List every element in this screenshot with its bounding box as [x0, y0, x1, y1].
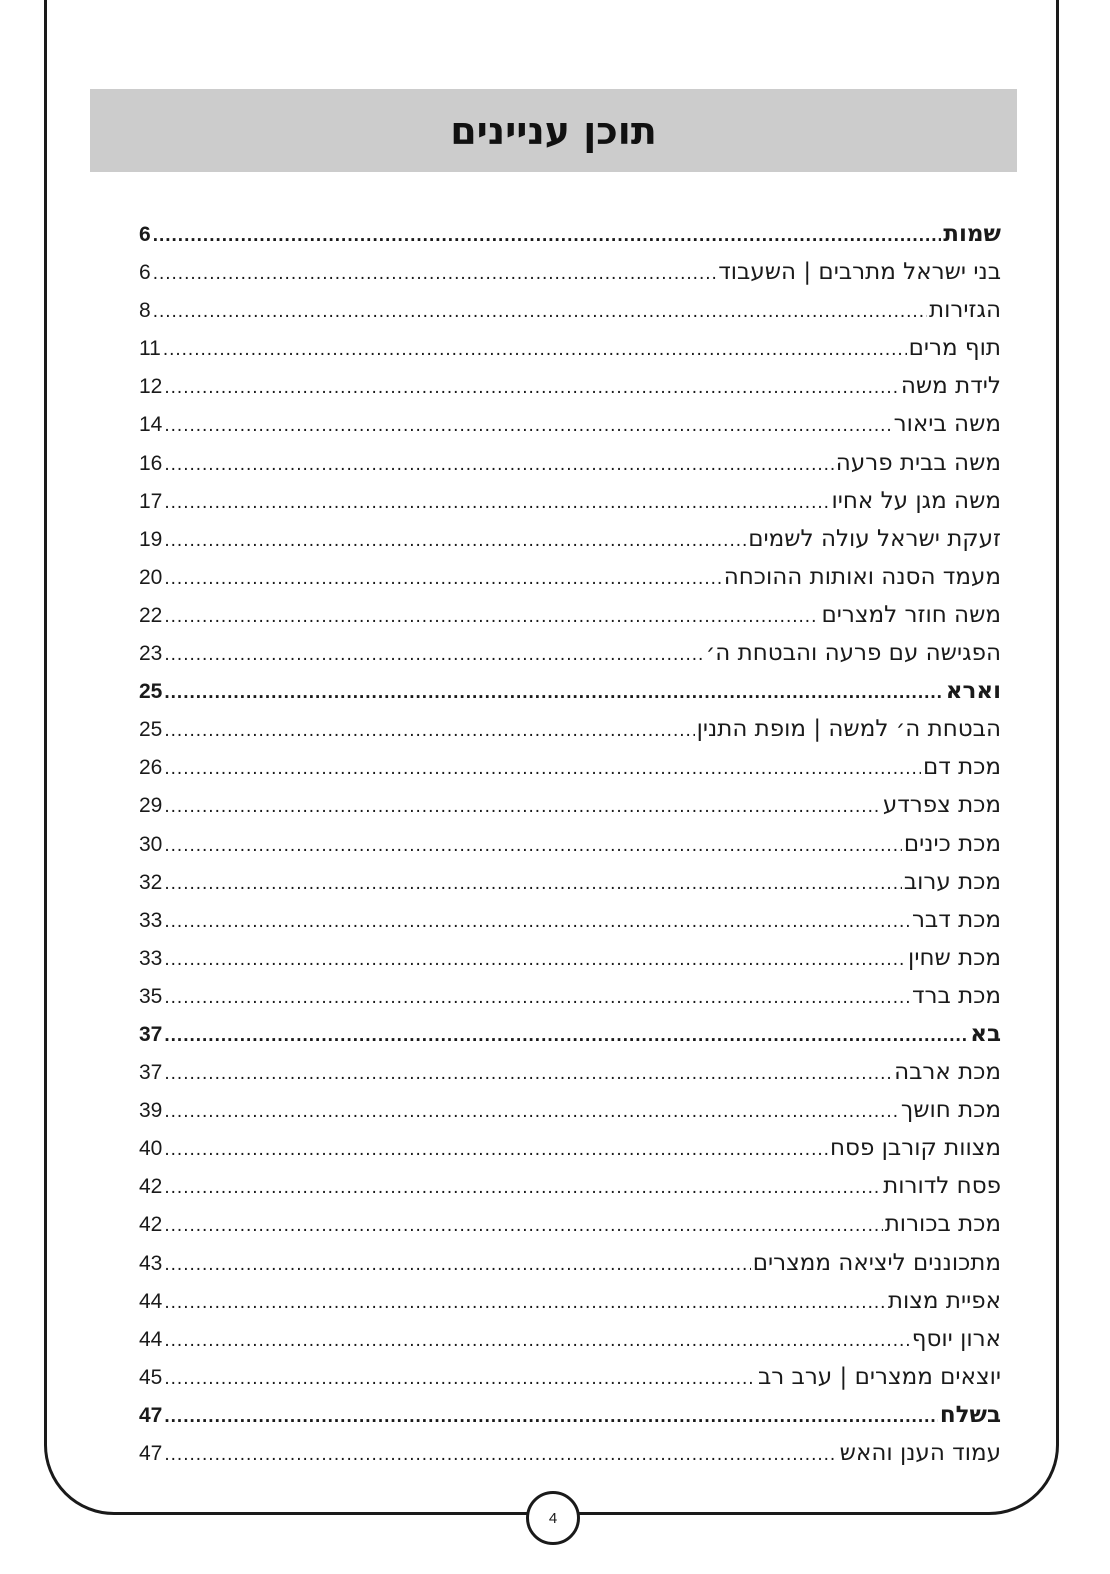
toc-dot-leader — [164, 1246, 750, 1284]
toc-page-number: 42 — [139, 1175, 163, 1199]
title-band — [90, 89, 1017, 172]
toc-entry[interactable] — [139, 367, 1001, 405]
toc-page-number: 22 — [139, 603, 163, 627]
toc-page-number: 47 — [139, 1442, 163, 1465]
toc-dot-leader — [164, 941, 906, 979]
toc-entry[interactable] — [139, 1358, 1001, 1396]
toc-entry[interactable] — [139, 1434, 1001, 1472]
toc-dot-leader — [164, 1017, 968, 1055]
toc-entry[interactable] — [139, 1091, 1001, 1129]
toc-entry-title: שמות — [943, 221, 1001, 247]
toc-entry-title: מתכוננים ליציאה ממצרים — [752, 1249, 1001, 1276]
toc-entry[interactable] — [139, 1205, 1001, 1243]
toc-entry[interactable] — [139, 939, 1001, 977]
toc-entry-title: בא — [970, 1020, 1001, 1047]
toc-page-number: 43 — [139, 1251, 163, 1275]
toc-dot-leader — [164, 1169, 881, 1207]
toc-entry[interactable] — [139, 520, 1001, 558]
toc-entry-title: פסח לדורות — [883, 1173, 1001, 1200]
toc-entry[interactable] — [139, 863, 1001, 901]
toc-dot-leader — [164, 484, 829, 522]
toc-dot-leader — [164, 903, 910, 941]
toc-page-number: 20 — [139, 565, 163, 589]
toc-entry-title: מכת דבר — [911, 906, 1001, 933]
toc-section-entry[interactable] — [139, 1015, 1001, 1053]
toc-dot-leader — [164, 1093, 898, 1131]
toc-page-number: 42 — [139, 1213, 163, 1237]
toc-dot-leader — [164, 1131, 828, 1169]
toc-entry-title: הפגישה עם פרעה והבטחת ה׳ — [705, 640, 1001, 667]
toc-page-number: 40 — [139, 1137, 163, 1161]
toc-dot-leader — [164, 1436, 837, 1474]
toc-page-number: 33 — [139, 908, 163, 932]
toc-page-number: 16 — [139, 451, 163, 475]
toc-page-number: 47 — [139, 1403, 163, 1427]
toc-entry-title: משה ביאור — [893, 411, 1001, 438]
toc-entry-title: הבטחת ה׳ למשה | מופת התנין — [696, 716, 1001, 743]
toc-entry[interactable] — [139, 482, 1001, 520]
toc-entry-title: מעמד הסנה ואותות ההוכחה — [723, 563, 1001, 590]
toc-entry-title: משה מגן על אחיו — [831, 487, 1001, 514]
toc-entry-title: לידת משה — [900, 373, 1001, 400]
toc-dot-leader — [164, 1360, 756, 1398]
toc-entry[interactable] — [139, 748, 1001, 786]
toc-entry[interactable] — [139, 253, 1001, 291]
toc-entry[interactable] — [139, 710, 1001, 748]
toc-page-number: 37 — [139, 1022, 163, 1046]
toc-entry-title: הגזירות — [929, 297, 1001, 324]
toc-entry-title: מכת דם — [922, 754, 1001, 781]
page-title: תוכן עניינים — [450, 108, 657, 153]
toc-entry[interactable] — [139, 596, 1001, 634]
toc-entry-title: מכת שחין — [908, 944, 1001, 971]
toc-page-number: 33 — [139, 946, 163, 970]
toc-entry[interactable] — [139, 1282, 1001, 1320]
toc-dot-leader — [164, 522, 746, 560]
toc-entry[interactable] — [139, 444, 1001, 482]
toc-page-number: 32 — [139, 870, 163, 894]
toc-section-entry[interactable] — [139, 672, 1001, 710]
toc-page-number: 26 — [139, 756, 163, 780]
toc-page-number: 8 — [139, 299, 151, 323]
toc-entry-title: זעקת ישראל עולה לשמים — [748, 525, 1001, 552]
toc-page-number: 6 — [139, 223, 151, 246]
toc-dot-leader — [164, 1055, 892, 1093]
toc-entry-title: מכת בכורות — [884, 1211, 1001, 1238]
toc-entry-title: אפיית מצות — [887, 1287, 1001, 1314]
toc-entry[interactable] — [139, 1244, 1001, 1282]
toc-dot-leader — [164, 560, 721, 598]
toc-entry-title: מכת צפרדע — [882, 792, 1001, 819]
toc-dot-leader — [163, 331, 907, 369]
toc-entry[interactable] — [139, 1167, 1001, 1205]
toc-entry-title: מכת כינים — [903, 830, 1001, 857]
toc-dot-leader — [164, 1207, 882, 1245]
toc-dot-leader — [164, 407, 891, 445]
toc-page-number: 23 — [139, 642, 163, 666]
toc-dot-leader — [164, 750, 921, 788]
toc-dot-leader — [164, 369, 898, 407]
toc-page-number: 44 — [139, 1289, 163, 1313]
toc-entry[interactable] — [139, 825, 1001, 863]
toc-entry-title: עמוד הענן והאש — [839, 1440, 1001, 1466]
toc-section-entry[interactable] — [139, 1396, 1001, 1434]
toc-page-number: 25 — [139, 680, 163, 704]
toc-entry-title: יוצאים ממצרים | ערב רב — [757, 1363, 1001, 1390]
toc-section-entry[interactable] — [139, 215, 1001, 253]
toc-entry-title: מכת ארבה — [894, 1059, 1001, 1086]
toc-entry[interactable] — [139, 1129, 1001, 1167]
toc-page-number: 39 — [139, 1099, 163, 1123]
toc-dot-leader — [153, 217, 942, 255]
page-number-badge: 4 — [526, 1491, 580, 1545]
toc-dot-leader — [164, 712, 694, 750]
toc-page-number: 35 — [139, 984, 163, 1008]
toc-entry[interactable] — [139, 329, 1001, 367]
toc-entry-title: תוף מרים — [908, 335, 1001, 362]
toc-dot-leader — [153, 293, 927, 331]
toc-entry-title: מצוות קורבן פסח — [830, 1135, 1001, 1162]
toc-entry[interactable] — [139, 405, 1001, 443]
toc-dot-leader — [164, 1284, 886, 1322]
toc-page-number: 19 — [139, 527, 163, 551]
toc-dot-leader — [164, 979, 910, 1017]
toc-dot-leader — [164, 1322, 909, 1360]
toc-page-number: 17 — [139, 489, 163, 513]
toc-dot-leader — [164, 1398, 937, 1436]
table-of-contents — [139, 215, 1001, 1472]
toc-entry[interactable] — [139, 291, 1001, 329]
toc-page-number: 6 — [139, 261, 151, 285]
toc-entry-title: משה בבית פרעה — [835, 449, 1001, 476]
toc-entry-title: מכת ערוב — [903, 868, 1001, 895]
toc-dot-leader — [164, 674, 943, 712]
toc-entry[interactable] — [139, 634, 1001, 672]
toc-entry-title: מכת ברד — [911, 982, 1001, 1009]
toc-entry[interactable] — [139, 786, 1001, 824]
toc-dot-leader — [164, 865, 901, 903]
toc-page-number: 44 — [139, 1327, 163, 1351]
toc-dot-leader — [164, 446, 833, 484]
toc-page-number: 25 — [139, 718, 163, 742]
toc-entry-title: ארון יוסף — [911, 1325, 1001, 1352]
toc-page-number: 14 — [139, 413, 163, 437]
toc-entry-title: בשלח — [939, 1401, 1001, 1428]
toc-entry[interactable] — [139, 558, 1001, 596]
toc-page-number: 30 — [139, 832, 163, 856]
toc-dot-leader — [164, 827, 902, 865]
toc-entry-title: בני ישראל מתרבים | השעבוד — [718, 259, 1001, 286]
toc-dot-leader — [164, 788, 880, 826]
toc-page-number: 45 — [139, 1365, 163, 1389]
toc-page-number: 29 — [139, 794, 163, 818]
toc-entry-title: משה חוזר למצרים — [821, 601, 1001, 628]
toc-dot-leader — [164, 636, 703, 674]
toc-entry[interactable] — [139, 1053, 1001, 1091]
toc-dot-leader — [164, 598, 819, 636]
toc-entry-title: וארא — [945, 678, 1001, 705]
toc-page-number: 37 — [139, 1061, 163, 1085]
toc-dot-leader — [153, 255, 717, 293]
toc-entry[interactable] — [139, 977, 1001, 1015]
toc-entry[interactable] — [139, 1320, 1001, 1358]
toc-page-number: 11 — [139, 337, 161, 361]
toc-entry[interactable] — [139, 901, 1001, 939]
toc-entry-title: מכת חושך — [900, 1097, 1001, 1124]
toc-page-number: 12 — [139, 375, 163, 399]
